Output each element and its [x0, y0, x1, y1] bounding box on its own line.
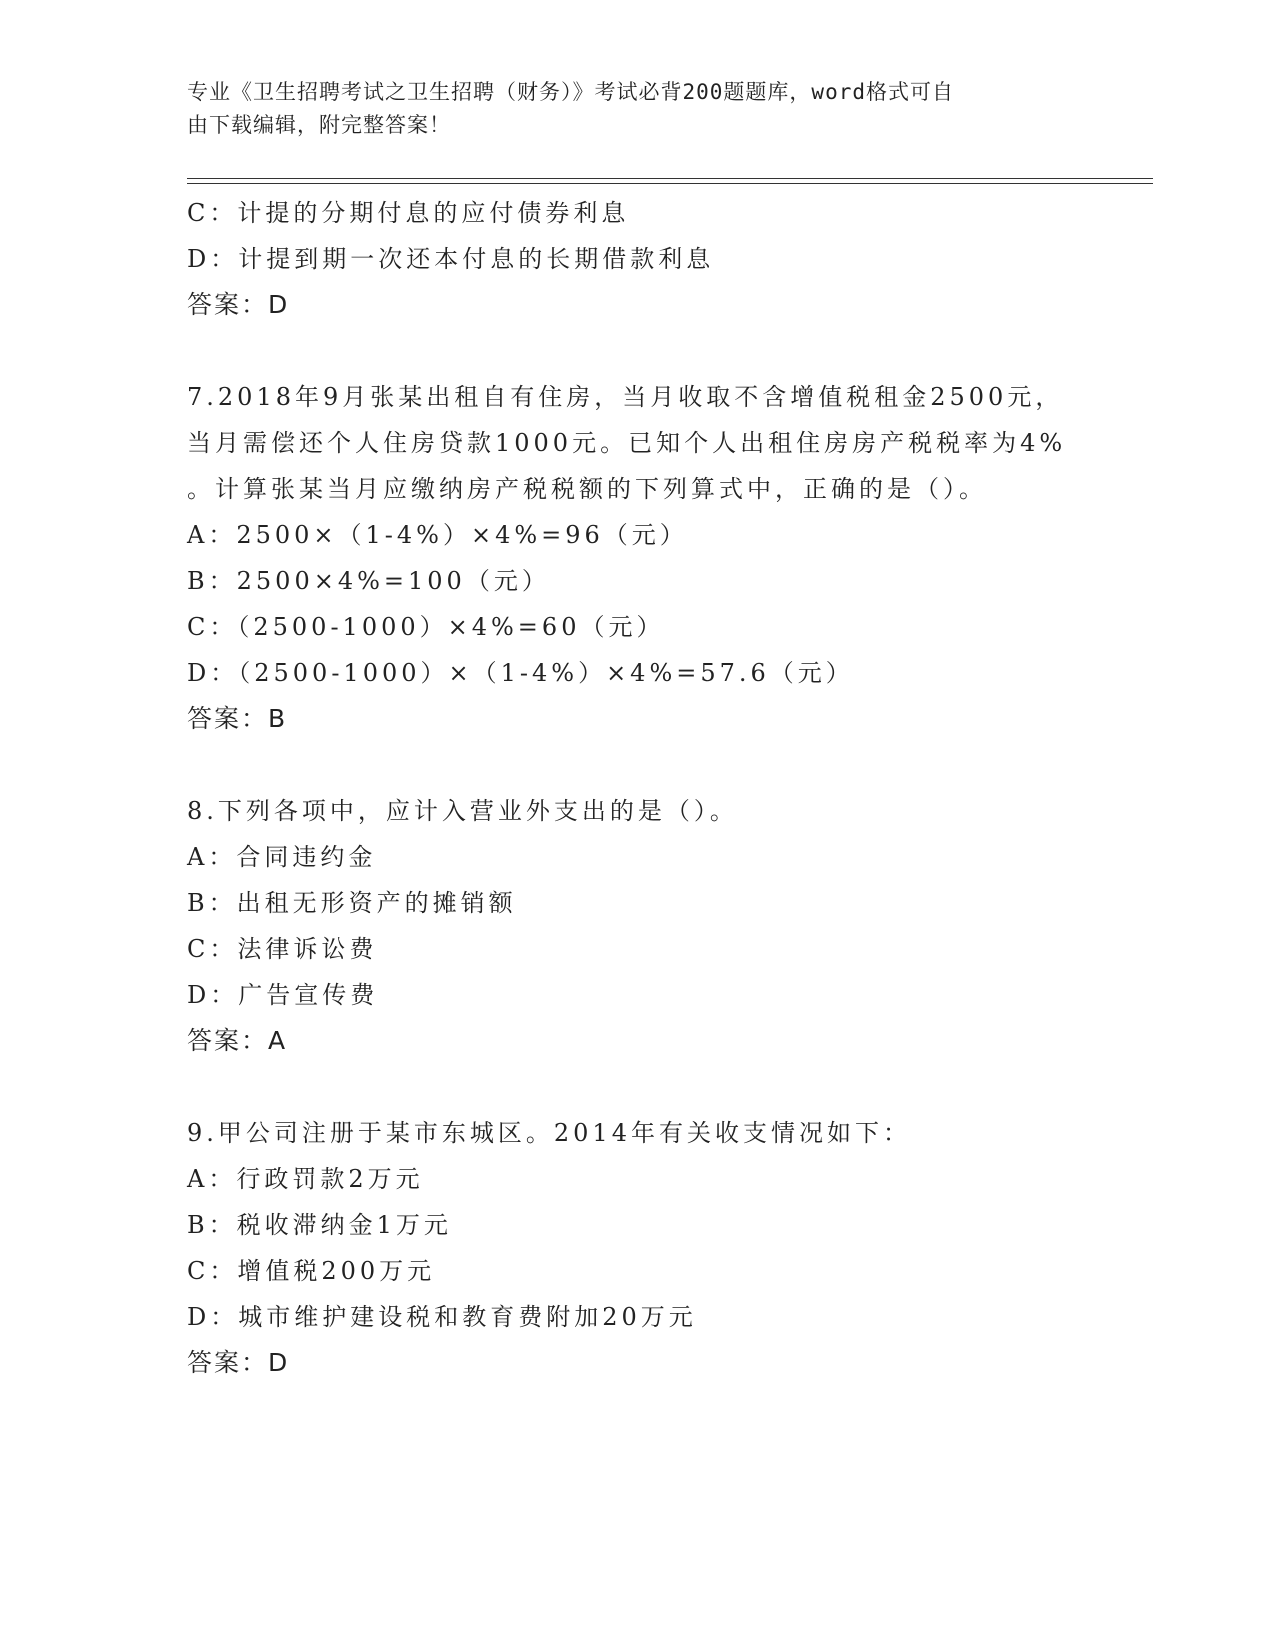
question-6-tail: [187, 190, 1107, 328]
question-stem: 7.2018年9月张某出租自有住房，当月收取不含增值税租金2500元，: [187, 383, 1064, 411]
question-8: [187, 788, 1107, 1064]
document-header: [187, 76, 1087, 142]
header-divider-top: [187, 178, 1153, 179]
spacer: [187, 1064, 1107, 1110]
option-b: B：2500×4%=100（元）: [187, 567, 550, 595]
option-d: D：（2500-1000）×（1-4%）×4%=57.6（元）: [187, 659, 854, 687]
option-c: C：法律诉讼费: [187, 935, 378, 963]
option-d: D：城市维护建设税和教育费附加20万元: [187, 1303, 697, 1331]
answer: 答案：A: [187, 1026, 288, 1055]
spacer: [187, 742, 1107, 788]
question-7: [187, 374, 1107, 742]
question-9: [187, 1110, 1107, 1386]
option-a: A：合同违约金: [187, 843, 377, 871]
question-list: [187, 190, 1107, 1386]
option-b: B：出租无形资产的摊销额: [187, 889, 517, 917]
question-stem: 8.下列各项中，应计入营业外支出的是（）。: [187, 797, 738, 825]
header-line-1: 专业《卫生招聘考试之卫生招聘（财务）》考试必背200题题库，word格式可自: [187, 80, 954, 104]
header-divider-bottom: [187, 183, 1153, 184]
option-c: C：计提的分期付息的应付债券利息: [187, 199, 630, 227]
option-a: A：2500×（1-4%）×4%=96（元）: [187, 521, 688, 549]
question-stem: 9.甲公司注册于某市东城区。2014年有关收支情况如下：: [187, 1119, 911, 1147]
option-b: B：税收滞纳金1万元: [187, 1211, 452, 1239]
question-stem: 当月需偿还个人住房贷款1000元。已知个人出租住房房产税税率为4%: [187, 429, 1067, 457]
question-stem: 。计算张某当月应缴纳房产税税额的下列算式中，正确的是（）。: [187, 475, 987, 503]
answer: 答案：B: [187, 704, 288, 733]
answer: 答案：D: [187, 1348, 290, 1377]
option-d: D：广告宣传费: [187, 981, 379, 1009]
answer: 答案：D: [187, 290, 290, 319]
option-a: A：行政罚款2万元: [187, 1165, 424, 1193]
option-c: C：增值税200万元: [187, 1257, 436, 1285]
spacer: [187, 328, 1107, 374]
header-line-2: 由下载编辑，附完整答案！: [187, 113, 451, 137]
option-c: C：（2500-1000）×4%=60（元）: [187, 613, 665, 641]
option-d: D：计提到期一次还本付息的长期借款利息: [187, 245, 715, 273]
